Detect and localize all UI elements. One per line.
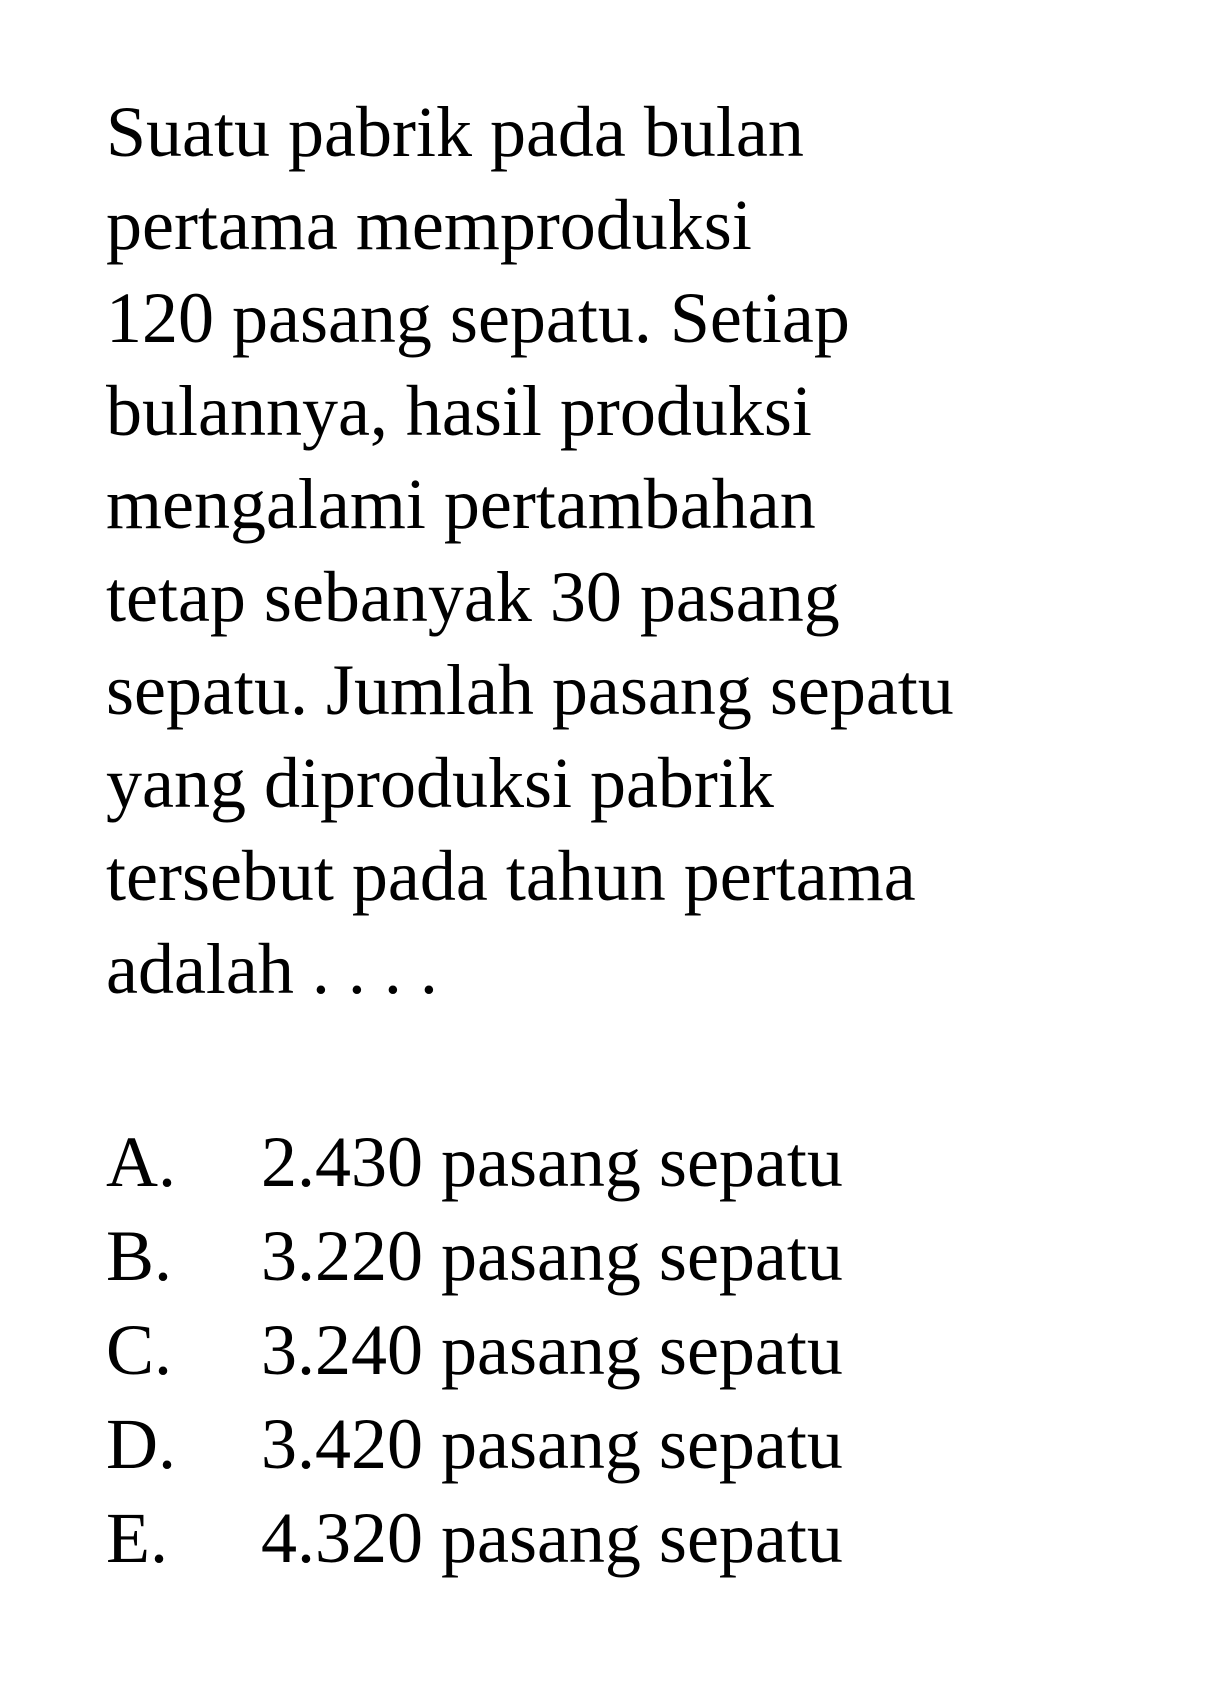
question-line: adalah . . . . [106, 929, 438, 1009]
question-line: Suatu pabrik pada bulan [106, 92, 804, 172]
option-text: 3.420 pasang sepatu [261, 1404, 843, 1484]
option-text: 2.430 pasang sepatu [261, 1122, 843, 1202]
question-line: 120 pasang sepatu. Setiap [106, 278, 850, 358]
option-text: 3.240 pasang sepatu [261, 1310, 843, 1390]
answer-options [106, 1115, 1166, 1585]
option-letter: A. [106, 1122, 176, 1202]
question-line: yang diproduksi pabrik [106, 743, 774, 823]
option-b[interactable] [106, 1209, 1166, 1303]
question-line: bulannya, hasil produksi [106, 371, 812, 451]
option-text: 4.320 pasang sepatu [261, 1498, 843, 1578]
option-letter: C. [106, 1310, 173, 1390]
option-e[interactable] [106, 1491, 1166, 1585]
question-line: mengalami pertambahan [106, 464, 816, 544]
question-line: sepatu. Jumlah pasang sepatu [106, 650, 954, 730]
option-text: 3.220 pasang sepatu [261, 1216, 843, 1296]
option-letter: B. [106, 1216, 173, 1296]
option-c[interactable] [106, 1303, 1166, 1397]
question-line: tersebut pada tahun pertama [106, 836, 916, 916]
option-letter: D. [106, 1404, 176, 1484]
question-text [106, 86, 1166, 1016]
question-line: pertama memproduksi [106, 185, 752, 265]
option-d[interactable] [106, 1397, 1166, 1491]
question-line: tetap sebanyak 30 pasang [106, 557, 840, 637]
option-a[interactable] [106, 1115, 1166, 1209]
option-letter: E. [106, 1498, 168, 1578]
